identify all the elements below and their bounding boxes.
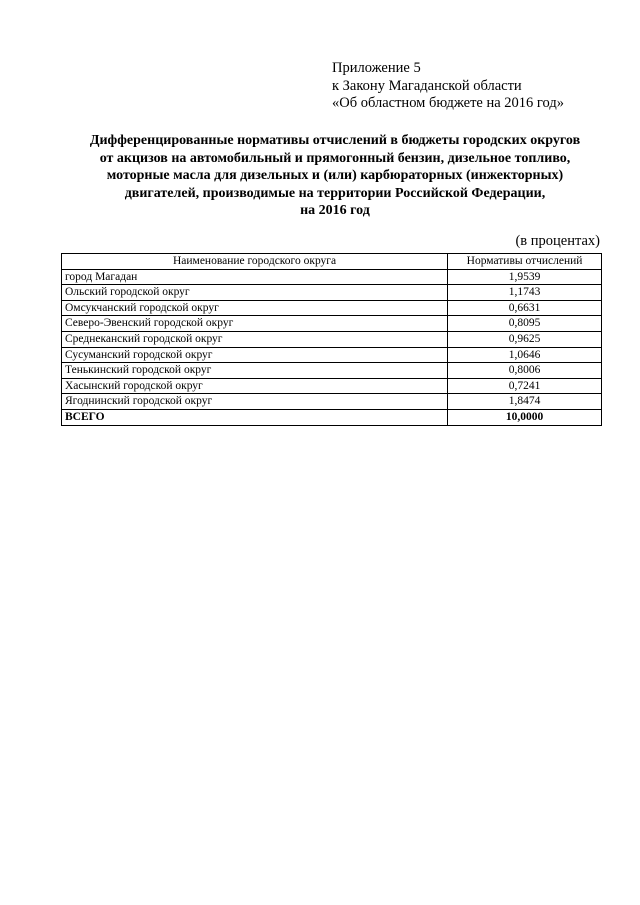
title-line: моторные масла для дизельных и (или) карбюраторных (инжекторных) — [106, 168, 564, 183]
norm-value: 0,6631 — [448, 300, 602, 316]
annex-header — [332, 60, 564, 113]
title-line: Дифференцированные нормативы отчислений в бюджеты городских округов — [89, 133, 581, 148]
table-row — [62, 363, 602, 379]
district-name: город Магадан — [62, 269, 448, 285]
document-title — [40, 132, 630, 220]
table-row — [62, 269, 602, 285]
district-name: Омсукчанский городской округ — [62, 300, 448, 316]
norm-value: 1,0646 — [448, 347, 602, 363]
norm-value: 0,8006 — [448, 363, 602, 379]
table-row — [62, 316, 602, 332]
column-header-name: Наименование городского округа — [62, 254, 448, 270]
table-row — [62, 300, 602, 316]
title-line: на 2016 год — [300, 203, 370, 218]
district-name: Северо-Эвенский городской округ — [62, 316, 448, 332]
title-line: двигателей, производимые на территории Российской Федерации, — [124, 185, 546, 201]
table-row — [62, 394, 602, 410]
district-name: Хасынский городской округ — [62, 378, 448, 394]
total-label: ВСЕГО — [62, 409, 448, 425]
annex-law: к Закону Магаданской области — [332, 77, 522, 94]
district-name: Ягоднинский городской округ — [62, 394, 448, 410]
table-header-row — [62, 254, 602, 270]
annex-number: Приложение 5 — [332, 60, 421, 76]
table-row — [62, 378, 602, 394]
norm-value: 0,9625 — [448, 331, 602, 347]
annex-law-title: «Об областном бюджете на 2016 год» — [332, 95, 564, 111]
norm-value: 0,8095 — [448, 316, 602, 332]
title-line: от акцизов на автомобильный и прямогонный бензин, дизельное топливо, — [99, 150, 571, 166]
table-row — [62, 285, 602, 301]
column-header-norm: Нормативы отчислений — [448, 254, 602, 270]
district-name: Ольский городской округ — [62, 285, 448, 301]
norms-table — [61, 253, 602, 426]
district-name: Сусуманский городской округ — [62, 347, 448, 363]
table-row — [62, 347, 602, 363]
table-total-row — [62, 409, 602, 425]
norm-value: 1,1743 — [448, 285, 602, 301]
district-name: Среднеканский городской округ — [62, 331, 448, 347]
units-note: (в процентах) — [515, 233, 600, 249]
table-row — [62, 331, 602, 347]
norm-value: 1,8474 — [448, 394, 602, 410]
total-value: 10,0000 — [448, 409, 602, 425]
district-name: Тенькинский городской округ — [62, 363, 448, 379]
norm-value: 0,7241 — [448, 378, 602, 394]
norm-value: 1,9539 — [448, 269, 602, 285]
